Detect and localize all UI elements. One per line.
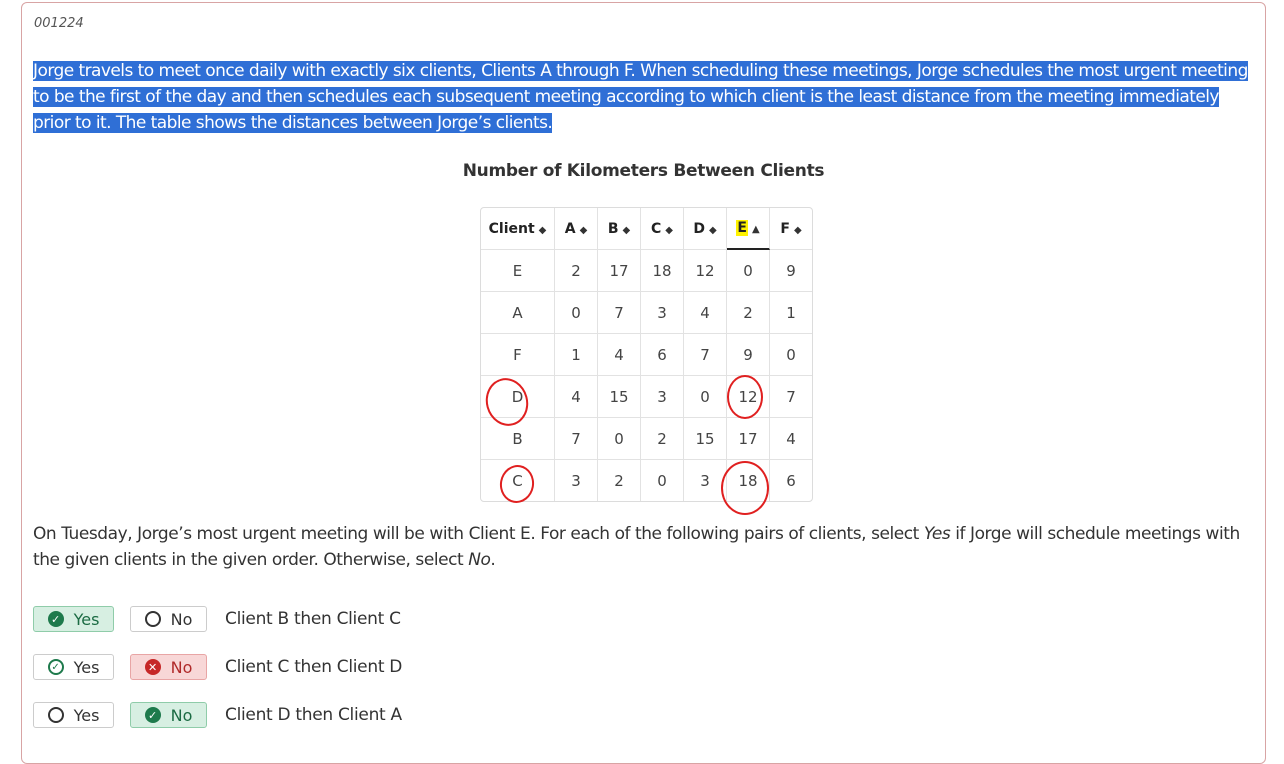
sort-both-icon: ◆ (622, 224, 631, 236)
distance-table (480, 207, 813, 502)
header-b[interactable]: B ◆ (598, 208, 641, 250)
header-c[interactable]: C ◆ (641, 208, 684, 250)
sort-both-icon: ◆ (708, 224, 717, 236)
sort-both-icon: ◆ (793, 224, 802, 236)
header-f[interactable]: F ◆ (770, 208, 812, 250)
pair-label: Client B then Client C (225, 609, 401, 629)
table-header-row (481, 208, 812, 250)
client-cell: A (481, 292, 555, 334)
client-cell: B (481, 418, 555, 460)
table-row (481, 250, 812, 292)
pair-label: Client D then Client A (225, 705, 402, 725)
distance-cell: 6 (786, 471, 796, 490)
yes-button[interactable]: ✓ Yes (33, 606, 114, 632)
distance-cell: 3 (641, 376, 684, 418)
client-cell: E (481, 250, 555, 292)
table-row (481, 292, 812, 334)
distance-cell: 3 (555, 460, 598, 501)
header-client[interactable]: Client ◆ (481, 208, 555, 250)
sort-both-icon: ◆ (665, 224, 673, 236)
distance-cell: 3 (684, 460, 727, 501)
sort-both-icon: ◆ (538, 224, 547, 236)
radio-circle-icon (48, 707, 64, 723)
check-circle-icon: ✓ (145, 707, 161, 723)
distance-cell: 7 (770, 376, 812, 418)
distance-cell: 1 (555, 334, 598, 376)
distance-cell: 2 (727, 292, 770, 334)
no-button[interactable]: ✕ No (130, 654, 207, 680)
check-circle-icon: ✓ (48, 611, 64, 627)
table-row (481, 376, 812, 418)
distance-cell: 3 (641, 292, 684, 334)
distance-cell: 7 (684, 334, 727, 376)
client-cell: D (481, 376, 555, 418)
pair-label: Client C then Client D (225, 657, 403, 677)
distance-cell: 4 (598, 334, 641, 376)
distance-cell: 9 (770, 250, 812, 292)
distance-cell: 0 (727, 250, 770, 292)
distance-cell: 0 (684, 376, 727, 418)
distance-cell: 18 (641, 250, 684, 292)
answer-row-1 (33, 605, 401, 633)
distance-cell: 6 (641, 334, 684, 376)
distance-cell: 4 (684, 292, 727, 334)
table-title: Number of Kilometers Between Clients (462, 161, 825, 181)
distance-cell: 7 (598, 292, 641, 334)
client-cell: C (481, 460, 555, 501)
header-e[interactable]: E ▲ (727, 208, 770, 250)
distance-cell: 12 (727, 376, 770, 418)
distance-cell: 15 (684, 418, 727, 460)
distance-cell: 1 (770, 292, 812, 334)
question-panel (21, 2, 1266, 764)
no-button[interactable]: ✓ No (130, 702, 207, 728)
distance-cell: 0 (641, 460, 684, 501)
distance-cell: 17 (598, 250, 641, 292)
table-row (481, 418, 812, 460)
header-a[interactable]: A ◆ (555, 208, 598, 250)
yes-button[interactable]: Yes (33, 702, 114, 728)
distance-cell: 12 (684, 250, 727, 292)
sort-both-icon: ◆ (579, 224, 588, 236)
distance-cell: 0 (555, 292, 598, 334)
distance-cell: 17 (727, 418, 770, 460)
distance-cell: 0 (770, 334, 812, 376)
header-d[interactable]: D ◆ (684, 208, 727, 250)
x-circle-icon: ✕ (145, 659, 161, 675)
distance-cell: 18 (727, 460, 770, 501)
answer-row-3 (33, 701, 402, 729)
distance-cell: 2 (641, 418, 684, 460)
distance-cell: 0 (598, 418, 641, 460)
passage (33, 58, 1259, 136)
distance-cell: 2 (555, 250, 598, 292)
check-circle-outline-icon: ✓ (48, 659, 64, 675)
yes-button[interactable]: ✓ Yes (33, 654, 114, 680)
table-row (481, 460, 812, 501)
question-id: 001224 (34, 16, 84, 31)
answer-row-2 (33, 653, 402, 681)
question-text: On Tuesday, Jorge’s most urgent meeting will be with Client E. For each of the following pairs of clients, select Yes if Jorge will schedule meetings with the given clients in the given order. Otherwise, select No. (33, 524, 1240, 570)
distance-cell: 4 (770, 418, 812, 460)
distance-cell: 15 (598, 376, 641, 418)
radio-circle-icon (145, 611, 161, 627)
client-cell: F (481, 334, 555, 376)
distance-cell: 7 (555, 418, 598, 460)
distance-cell: 2 (598, 460, 641, 501)
table-row (481, 334, 812, 376)
distance-cell: 9 (727, 334, 770, 376)
no-button[interactable]: No (130, 606, 207, 632)
sort-ascending-icon: ▲ (751, 224, 760, 235)
distance-cell: 4 (555, 376, 598, 418)
passage-text: Jorge travels to meet once daily with exactly six clients, Clients A through F. When scheduling these meetings, Jorge schedules the most urgent meeting to be the first of the day and then schedules each subsequent meeting according to which client is the least distance from the meeting immediately prior to it. The table shows the distances between Jorge’s clients. (33, 61, 1248, 133)
